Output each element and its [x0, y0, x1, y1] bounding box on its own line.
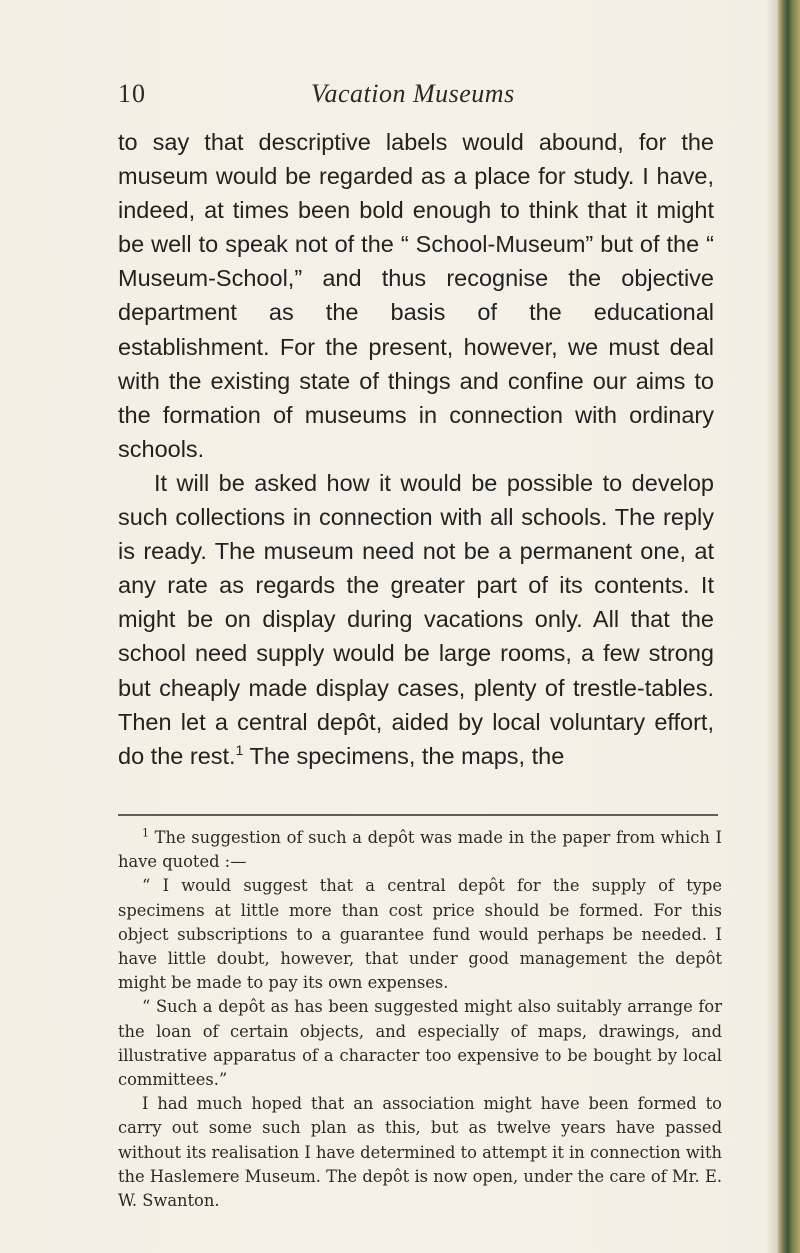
body-paragraph: to say that descriptive labels would abound, for the museum would be regarded as a place for study. I have, indeed, at times been bold enough to think that it might be well to speak not of the “ School-Museum” but of the “ Museum-School,” and thus recognise the objective department as the basis of the educational establishment. For the present, however, we must deal with the existing state of things and confine our aims to the formation of museums in connection with ordinary schools. — [118, 129, 714, 462]
page-edge-strip — [778, 0, 800, 1253]
footnote-paragraph: I had much hoped that an association might have been formed to carry out some such plan as this, but as twelve years have passed without its realisation I have determined to attempt it in connection with the Haslemere Museum. The depôt is now open, under the care of Mr. E. W. Swanton. — [118, 1094, 722, 1211]
body-paragraph — [118, 466, 714, 773]
page-number: 10 — [118, 79, 146, 108]
body-paragraph-tail: The specimens, the maps, the — [243, 742, 565, 769]
main-body-text — [118, 125, 714, 773]
page-edge-shadow — [766, 0, 778, 1253]
footnote-divider — [118, 814, 718, 816]
body-paragraph-text: It will be asked how it would be possible to develop such collections in connection with all schools. The reply is ready. The museum need not be a permanent one, at any rate as regards the greater part of its contents. It might be on display during vacations only. All that the school need supply would be large rooms, a few strong but cheaply made display cases, plenty of trestle-tables. Then let a central depôt, aided by local voluntary effort, do the rest. — [118, 469, 714, 769]
footnote-marker: 1 — [142, 826, 149, 840]
footnotes — [118, 826, 722, 1213]
footnote-paragraph — [118, 826, 722, 874]
footnote-reference: 1 — [235, 741, 244, 758]
footnote-text: The suggestion of such a depôt was made in the paper from which I have quoted :— — [118, 828, 722, 872]
footnote-paragraph: “ Such a depôt as has been suggested might also suitably arrange for the loan of certain objects, and especially of maps, drawings, and illustrative apparatus of a character too expensive to be bought by local committees.” — [118, 997, 722, 1090]
footnote-paragraph: “ I would suggest that a central depôt for the supply of type specimens at little more than cost price should be formed. For this object subscriptions to a guarantee fund would perhaps be needed. I have little doubt, however, that under good management the depôt might be made to pay its own expenses. — [118, 876, 722, 993]
page-header — [118, 79, 698, 119]
running-title: Vacation Museums — [311, 79, 515, 108]
